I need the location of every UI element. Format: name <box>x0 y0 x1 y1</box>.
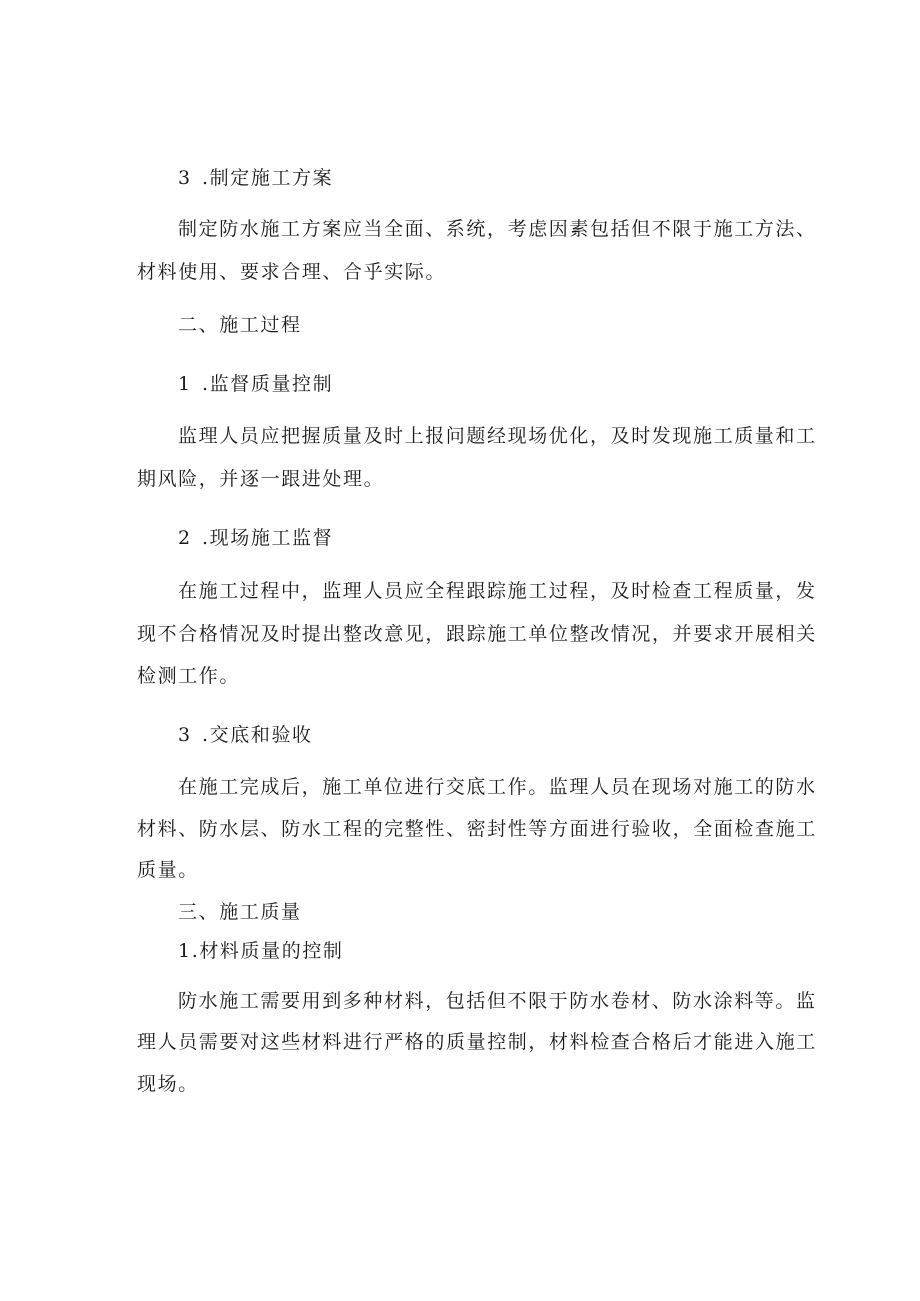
heading-text: .制定施工方案 <box>202 167 334 189</box>
paragraph-line: 制定防水施工方案应当全面、系统，考虑因素包括但不限于施工方法、 <box>178 218 817 240</box>
heading-material-quality-control: 1.材料质量的控制 <box>178 940 344 962</box>
heading-quality-control-supervision <box>178 371 858 397</box>
paragraph-line: 现场。 <box>137 1073 199 1095</box>
paragraph-line: 防水施工需要用到多种材料，包括但不限于防水卷材、防水涂料等。监 <box>178 990 817 1012</box>
heading-text: .监督质量控制 <box>202 373 334 395</box>
paragraph-line: 材料、防水层、防水工程的完整性、密封性等方面进行验收，全面检查施工 <box>137 818 817 840</box>
paragraph-line: 在施工完成后，施工单位进行交底工作。监理人员在现场对施工的防水 <box>178 776 817 798</box>
heading-text: .交底和验收 <box>202 724 313 746</box>
paragraph-line: 检测工作。 <box>137 665 241 687</box>
paragraph-line: 材料使用、要求合理、合乎实际。 <box>137 261 447 283</box>
section-heading-construction-quality: 三、施工质量 <box>178 901 302 923</box>
heading-number: 2 <box>178 527 192 549</box>
paragraph-line: 监理人员应把握质量及时上报问题经现场优化，及时发现施工质量和工 <box>178 425 817 447</box>
paragraph-line: 在施工过程中，监理人员应全程跟踪施工过程，及时检查工程质量，发 <box>178 580 817 602</box>
heading-onsite-supervision <box>178 525 858 551</box>
section-heading-construction-process: 二、施工过程 <box>178 314 302 336</box>
paragraph-line: 理人员需要对这些材料进行严格的质量控制，材料检查合格后才能进入施工 <box>137 1031 817 1053</box>
paragraph-line: 期风险，并逐一跟进处理。 <box>137 468 385 490</box>
heading-text: .现场施工监督 <box>202 527 334 549</box>
heading-handover-and-acceptance <box>178 722 858 748</box>
heading-make-construction-plan <box>178 165 858 191</box>
paragraph-line: 质量。 <box>137 859 199 881</box>
heading-number: 3 <box>178 724 192 746</box>
heading-number: 1 <box>178 373 192 395</box>
paragraph-line: 现不合格情况及时提出整改意见，跟踪施工单位整改情况，并要求开展相关 <box>137 623 817 645</box>
heading-number: 3 <box>178 167 192 189</box>
